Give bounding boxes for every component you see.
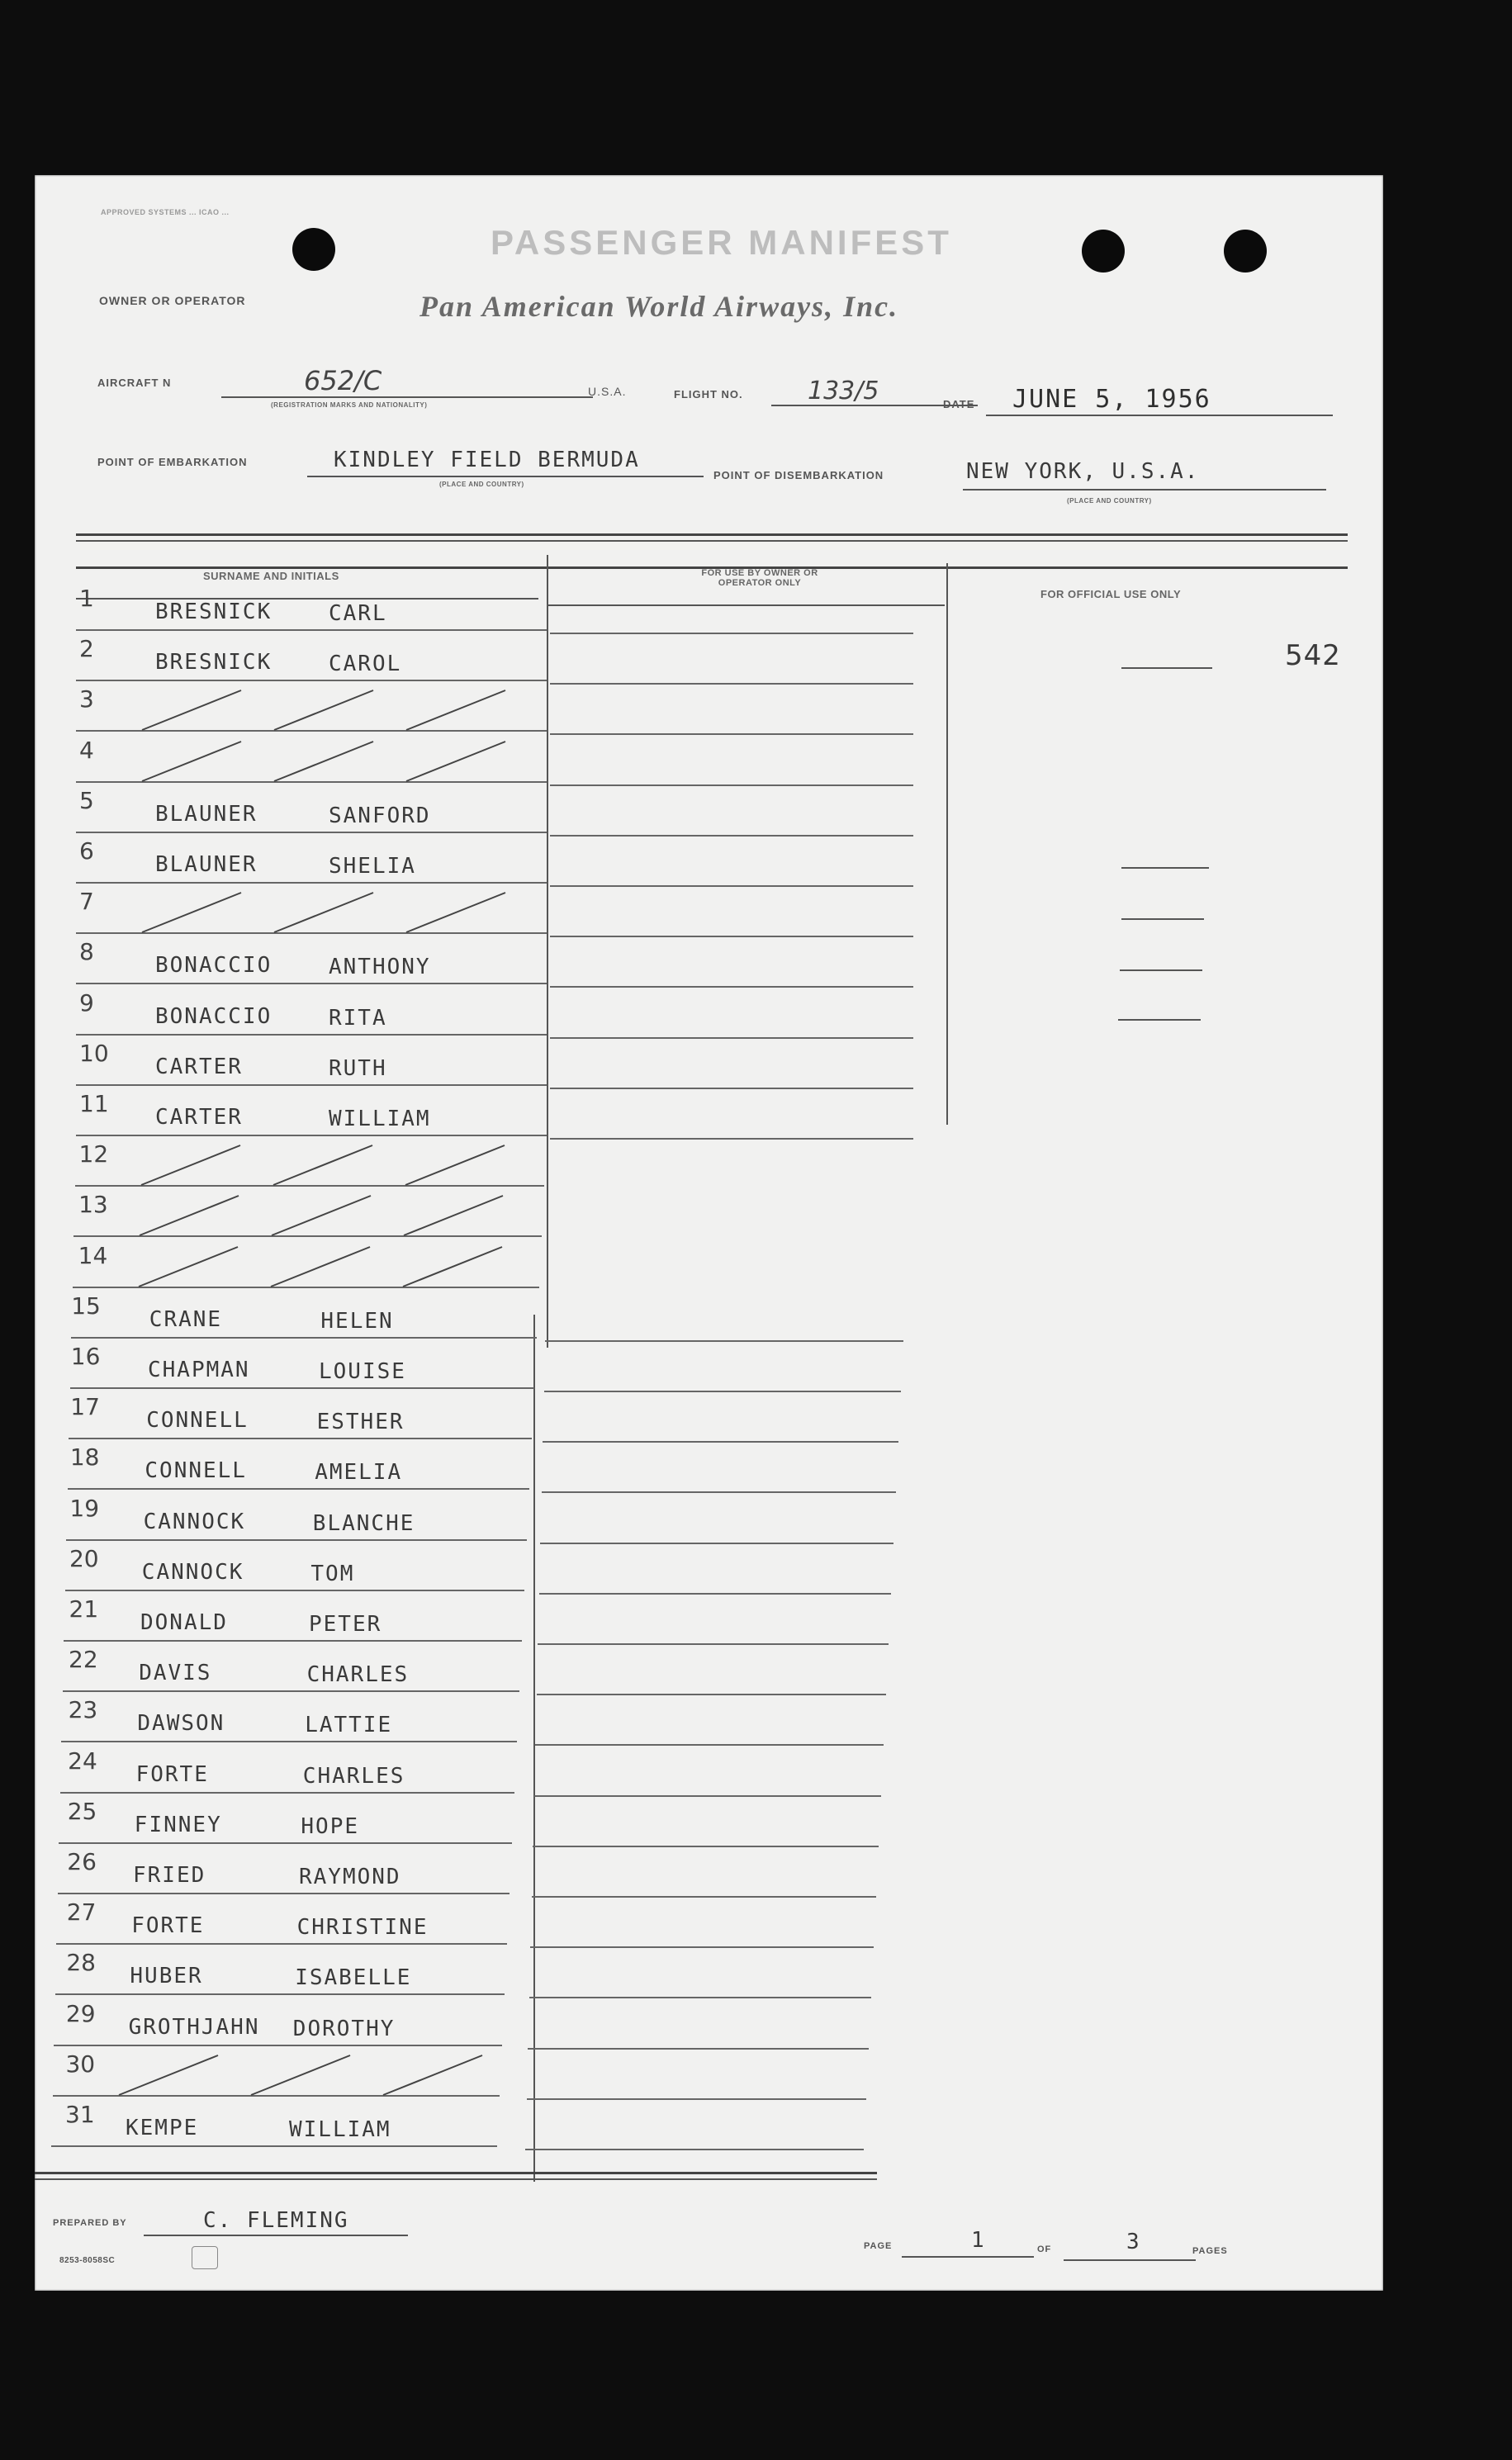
- prepared-label: PREPARED BY: [53, 2218, 127, 2228]
- passenger-surname: KEMPE: [126, 2116, 199, 2140]
- official-dash-5: [1118, 1019, 1201, 1021]
- row-rule: [59, 1842, 512, 1844]
- row-rule: [76, 680, 547, 681]
- passenger-given-name: CHARLES: [302, 1763, 405, 1789]
- disembark-label: POINT OF DISEMBARKATION: [713, 469, 884, 481]
- row-number: 28: [66, 1949, 96, 1977]
- strike-stroke: [271, 1247, 370, 1287]
- passenger-given-name: HOPE: [301, 1813, 360, 1839]
- page-label: PAGE: [864, 2241, 893, 2251]
- passenger-surname: GROTHJAHN: [128, 2014, 260, 2040]
- strike-stroke: [404, 1196, 503, 1235]
- of-value: 3: [1126, 2230, 1141, 2254]
- of-underline: [1064, 2259, 1196, 2261]
- row-rule: [66, 1539, 527, 1541]
- row-number: 18: [69, 1443, 100, 1472]
- passenger-surname: FORTE: [135, 1761, 209, 1787]
- owner-use-rule: [525, 2149, 864, 2150]
- aircraft-underline: [221, 396, 593, 398]
- passenger-given-name: HELEN: [320, 1308, 394, 1334]
- approval-note: APPROVED SYSTEMS ... ICAO ...: [101, 208, 230, 216]
- row-rule: [64, 1640, 522, 1642]
- passenger-given-name: ISABELLE: [295, 1965, 412, 1991]
- row-number: 6: [79, 837, 94, 865]
- owner-use-rule: [527, 2098, 867, 2100]
- row-number: 14: [78, 1241, 108, 1269]
- flight-label: FLIGHT NO.: [674, 388, 743, 401]
- passenger-given-name: ANTHONY: [329, 955, 431, 980]
- embark-label: POINT OF EMBARKATION: [97, 456, 248, 468]
- passenger-given-name: DOROTHY: [292, 2016, 396, 2041]
- row-rule: [58, 1893, 510, 1894]
- of-label: OF: [1037, 2244, 1052, 2254]
- row-rule: [60, 1792, 515, 1794]
- row-rule: [76, 1135, 547, 1136]
- passenger-given-name: ESTHER: [316, 1410, 405, 1435]
- strike-stroke: [274, 742, 373, 781]
- row-rule: [76, 882, 547, 884]
- passenger-surname: DONALD: [140, 1610, 228, 1635]
- strike-stroke: [251, 2055, 350, 2095]
- row-rule: [51, 2145, 497, 2147]
- row-number: 9: [79, 988, 94, 1017]
- strike-stroke: [272, 1196, 371, 1235]
- cancelled-row-strikes: [116, 1137, 546, 1190]
- owner-use-rule: [539, 1593, 892, 1595]
- disembark-underline: [963, 489, 1326, 491]
- passenger-given-name: RITA: [329, 1005, 387, 1031]
- cancelled-row-strikes: [117, 682, 547, 735]
- passenger-surname: HUBER: [130, 1964, 203, 1989]
- passenger-surname: BONACCIO: [155, 953, 273, 979]
- row-number: 23: [68, 1696, 98, 1724]
- passenger-surname: BONACCIO: [155, 1003, 273, 1029]
- col-divider-1-upper: [547, 555, 548, 1348]
- passenger-given-name: RAYMOND: [299, 1865, 401, 1889]
- passenger-given-name: CHARLES: [306, 1662, 410, 1688]
- passenger-surname: CONNELL: [145, 1458, 247, 1484]
- row-number: 4: [79, 736, 94, 764]
- passenger-surname: DAWSON: [137, 1711, 225, 1737]
- col-header-official-use: FOR OFFICIAL USE ONLY: [1040, 588, 1182, 600]
- strike-stroke: [274, 893, 373, 932]
- row-rule: [68, 1488, 530, 1490]
- col-header-surname: SURNAME AND INITIALS: [203, 570, 339, 582]
- cancelled-row-strikes: [94, 2047, 524, 2100]
- passenger-surname: CRANE: [149, 1306, 223, 1332]
- passenger-surname: CARTER: [155, 1105, 243, 1130]
- binder-hole-left: [292, 228, 335, 271]
- surname-header-rule: [76, 598, 538, 600]
- owner-use-rule: [550, 986, 913, 988]
- page-value: 1: [971, 2228, 986, 2253]
- owner-use-rule: [528, 2048, 869, 2050]
- row-rule: [76, 832, 547, 833]
- row-rule: [65, 1590, 525, 1591]
- row-number: 16: [70, 1343, 101, 1370]
- owner-use-rule: [550, 683, 913, 685]
- strike-stroke: [139, 1247, 238, 1287]
- binder-hole-middle: [1082, 230, 1125, 273]
- col-divider-2: [946, 563, 948, 1125]
- owner-use-rule: [550, 1138, 913, 1140]
- strike-stroke: [403, 1247, 502, 1287]
- disembark-value: NEW YORK, U.S.A.: [966, 459, 1200, 484]
- owner-use-rule: [550, 784, 913, 786]
- manifest-sheet: [35, 175, 1383, 2291]
- row-number: 24: [68, 1747, 97, 1775]
- row-number: 29: [65, 1999, 96, 2027]
- date-label: DATE: [943, 398, 975, 410]
- owner-use-rule: [545, 1340, 903, 1342]
- col-header-owner-use: FOR USE BY OWNER OR OPERATOR ONLY: [701, 568, 818, 588]
- table-bottom-rule-2: [35, 2178, 877, 2180]
- disembark-caption: (PLACE AND COUNTRY): [1067, 497, 1152, 505]
- row-number: 11: [79, 1090, 109, 1117]
- binder-hole-right: [1224, 230, 1267, 273]
- union-label-icon: [192, 2246, 218, 2269]
- owner-use-rule: [529, 1997, 872, 1998]
- owner-use-rule: [550, 1037, 913, 1039]
- flight-value: 133/5: [808, 377, 879, 405]
- passenger-given-name: SHELIA: [329, 854, 416, 879]
- row-number: 27: [66, 1898, 97, 1927]
- page-title: PASSENGER MANIFEST: [491, 223, 952, 262]
- row-rule: [76, 1084, 547, 1086]
- passenger-given-name: TOM: [310, 1561, 355, 1586]
- row-number: 26: [67, 1848, 97, 1875]
- owner-label: OWNER OR OPERATOR: [99, 294, 246, 307]
- owner-use-rule: [550, 633, 913, 634]
- owner-use-rule: [550, 936, 913, 937]
- company-name: Pan American World Airways, Inc.: [419, 290, 899, 323]
- owner-use-rule: [550, 835, 913, 837]
- aircraft-value: 652/C: [304, 365, 382, 396]
- usa-label: U.S.A.: [588, 385, 627, 398]
- owner-use-rule: [544, 1391, 902, 1392]
- row-number: 7: [79, 888, 94, 916]
- passenger-given-name: LOUISE: [319, 1359, 406, 1384]
- row-number: 2: [79, 635, 94, 663]
- passenger-surname: BRESNICK: [155, 650, 273, 675]
- strike-stroke: [405, 1145, 505, 1185]
- col-divider-1-lower: [533, 1315, 535, 2182]
- owner-use-rule: [535, 1744, 884, 1746]
- passenger-surname: CANNOCK: [143, 1509, 246, 1534]
- strike-stroke: [142, 742, 241, 781]
- row-rule: [63, 1690, 520, 1692]
- owner-use-rule: [530, 1946, 874, 1948]
- passenger-given-name: SANFORD: [329, 803, 431, 828]
- passenger-given-name: BLANCHE: [312, 1510, 415, 1536]
- aircraft-label: AIRCRAFT N: [97, 377, 172, 389]
- row-number: 10: [79, 1039, 109, 1067]
- row-rule: [55, 1993, 505, 1995]
- owner-use-rule: [542, 1491, 897, 1493]
- passenger-given-name: CAROL: [329, 652, 402, 677]
- row-rule: [76, 983, 547, 984]
- owner-header-rule: [548, 604, 945, 606]
- page-underline: [902, 2256, 1034, 2258]
- row-number: 19: [69, 1494, 100, 1522]
- passenger-surname: BLAUNER: [155, 852, 258, 877]
- strike-stroke: [119, 2055, 218, 2095]
- form-number: 8253-8058SC: [59, 2256, 116, 2265]
- row-number: 30: [65, 2050, 96, 2078]
- table-top-rule: [76, 533, 1348, 536]
- row-rule: [61, 1741, 517, 1742]
- owner-use-rule: [538, 1643, 889, 1645]
- passenger-given-name: WILLIAM: [289, 2117, 391, 2142]
- official-dash-1: [1121, 667, 1212, 669]
- embark-caption: (PLACE AND COUNTRY): [439, 481, 524, 488]
- row-number: 8: [79, 938, 94, 966]
- owner-use-rule: [550, 1088, 913, 1089]
- passenger-given-name: PETER: [309, 1612, 382, 1637]
- passenger-given-name: CHRISTINE: [296, 1915, 429, 1941]
- date-underline: [986, 415, 1333, 416]
- owner-use-rule: [533, 1846, 879, 1847]
- row-number: 21: [69, 1595, 99, 1623]
- strike-stroke: [142, 690, 241, 730]
- prepared-underline: [144, 2235, 408, 2236]
- strike-stroke: [406, 893, 505, 932]
- passenger-given-name: WILLIAM: [329, 1107, 431, 1131]
- row-rule: [71, 1337, 537, 1339]
- passenger-given-name: RUTH: [329, 1055, 387, 1081]
- passenger-given-name: LATTIE: [305, 1713, 393, 1738]
- cancelled-row-strikes: [115, 1187, 544, 1240]
- cancelled-row-strikes: [114, 1239, 543, 1292]
- passenger-surname: DAVIS: [139, 1661, 212, 1686]
- row-number: 3: [79, 685, 94, 713]
- row-number: 20: [69, 1544, 99, 1572]
- passenger-surname: FINNEY: [134, 1812, 222, 1837]
- registration-caption: (REGISTRATION MARKS AND NATIONALITY): [271, 401, 428, 409]
- row-number: 31: [65, 2101, 95, 2128]
- cancelled-row-strikes: [117, 733, 547, 786]
- row-rule: [76, 1034, 547, 1036]
- strike-stroke: [406, 742, 505, 781]
- strike-stroke: [142, 893, 241, 932]
- owner-use-rule: [550, 885, 913, 887]
- prepared-value: C. FLEMING: [203, 2208, 349, 2233]
- row-number: 5: [79, 786, 94, 814]
- embark-underline: [307, 476, 704, 477]
- owner-use-rule: [537, 1694, 887, 1695]
- table-top-rule-2: [76, 540, 1348, 542]
- passenger-surname: BRESNICK: [155, 600, 273, 624]
- row-number: 13: [78, 1191, 108, 1219]
- passenger-surname: CONNELL: [146, 1408, 249, 1434]
- row-number: 22: [69, 1646, 98, 1674]
- row-number: 25: [67, 1797, 97, 1825]
- passenger-given-name: CARL: [329, 601, 387, 626]
- strike-stroke: [383, 2055, 482, 2095]
- row-number: 15: [71, 1292, 101, 1320]
- embark-value: KINDLEY FIELD BERMUDA: [334, 448, 640, 472]
- strike-stroke: [140, 1196, 239, 1235]
- row-rule: [76, 629, 547, 631]
- owner-use-rule: [532, 1896, 877, 1898]
- official-dash-3: [1121, 918, 1204, 920]
- strike-stroke: [406, 690, 505, 730]
- row-rule: [70, 1387, 535, 1389]
- pages-label: PAGES: [1192, 2246, 1228, 2256]
- passenger-given-name: AMELIA: [315, 1460, 403, 1486]
- stamp-number: 542: [1285, 639, 1341, 672]
- owner-use-rule: [534, 1795, 882, 1797]
- row-rule: [69, 1438, 532, 1439]
- row-rule: [54, 2045, 502, 2046]
- passenger-surname: CHAPMAN: [148, 1358, 250, 1382]
- passenger-surname: CANNOCK: [141, 1559, 244, 1585]
- row-number: 17: [70, 1393, 100, 1421]
- passenger-surname: FRIED: [133, 1863, 206, 1888]
- strike-stroke: [273, 1145, 372, 1185]
- row-number: 12: [78, 1140, 109, 1168]
- official-dash-2: [1121, 867, 1209, 869]
- strike-stroke: [274, 690, 373, 730]
- date-value: JUNE 5, 1956: [1012, 385, 1211, 414]
- passenger-surname: CARTER: [155, 1054, 243, 1079]
- owner-use-rule: [540, 1543, 893, 1544]
- table-bottom-rule: [35, 2172, 877, 2174]
- row-rule: [56, 1943, 507, 1945]
- owner-use-rule: [543, 1441, 898, 1443]
- passenger-surname: BLAUNER: [155, 801, 258, 827]
- passenger-surname: FORTE: [131, 1913, 205, 1939]
- strike-stroke: [141, 1145, 240, 1185]
- row-number: 1: [79, 585, 94, 612]
- official-dash-4: [1120, 969, 1202, 971]
- cancelled-row-strikes: [117, 884, 547, 937]
- owner-use-rule: [550, 733, 913, 735]
